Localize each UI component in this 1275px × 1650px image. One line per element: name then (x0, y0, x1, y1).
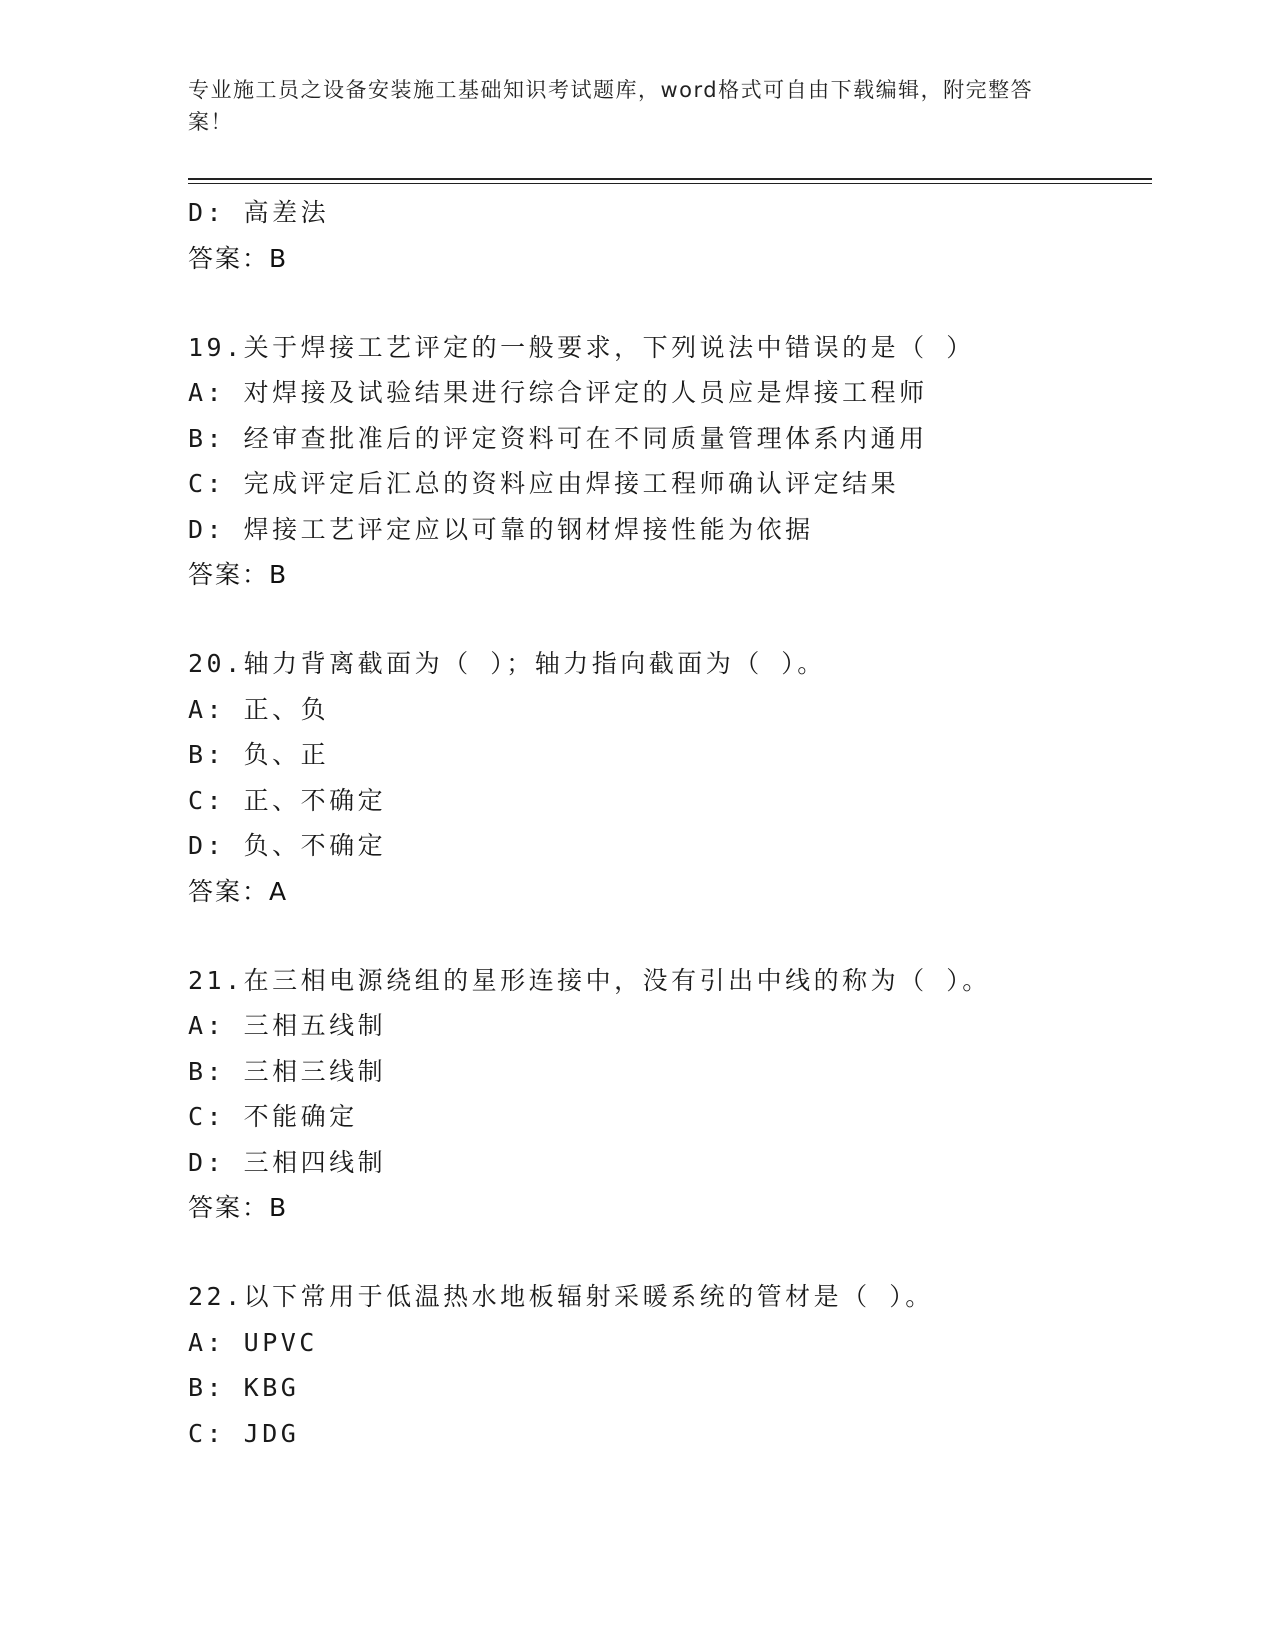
answer-label: 答案：A (188, 876, 289, 906)
option-a: A: 三相五线制 (188, 1011, 387, 1040)
question-stem: 19.关于焊接工艺评定的一般要求，下列说法中错误的是（ ） (188, 332, 975, 362)
question-content (188, 190, 1148, 1456)
question-21 (188, 958, 1148, 1232)
question-stem: 21.在三相电源绕组的星形连接中，没有引出中线的称为（ ）。 (188, 965, 991, 995)
question-20 (188, 641, 1148, 915)
option-b: B: 三相三线制 (188, 1056, 387, 1086)
option-b: B: 负、正 (188, 740, 330, 769)
answer-label: 答案：B (188, 560, 289, 589)
answer-label: 答案：B (188, 1193, 289, 1222)
question-19 (188, 325, 1148, 599)
q18-answer: 答案：B (188, 243, 289, 273)
question-stem: 22.以下常用于低温热水地板辐射采暖系统的管材是（ ）。 (188, 1282, 934, 1311)
option-c: C: 正、不确定 (188, 785, 387, 815)
header-divider-thin (188, 183, 1152, 184)
option-c: C: 完成评定后汇总的资料应由焊接工程师确认评定结果 (188, 469, 900, 498)
question-stem: 20.轴力背离截面为（ ）；轴力指向截面为（ ）。 (188, 649, 826, 678)
q18-option-d: D: 高差法 (188, 198, 330, 227)
option-a: A: 正、负 (188, 694, 330, 724)
option-d: D: 负、不确定 (188, 831, 387, 860)
header-divider-thick (188, 178, 1152, 180)
question-22 (188, 1274, 1148, 1456)
option-a: A: UPVC (188, 1327, 318, 1357)
option-b: B: 经审查批准后的评定资料可在不同质量管理体系内通用 (188, 423, 928, 453)
option-d: D: 焊接工艺评定应以可靠的钢材焊接性能为依据 (188, 514, 814, 544)
option-c: C: JDG (188, 1418, 300, 1448)
option-d: D: 三相四线制 (188, 1147, 387, 1177)
option-b: B: KBG (188, 1373, 300, 1402)
page-header-title: 专业施工员之设备安装施工基础知识考试题库，word格式可自由下载编辑，附完整答案！ (188, 78, 1034, 134)
option-a: A: 对焊接及试验结果进行综合评定的人员应是焊接工程师 (188, 378, 928, 407)
option-c: C: 不能确定 (188, 1102, 358, 1131)
